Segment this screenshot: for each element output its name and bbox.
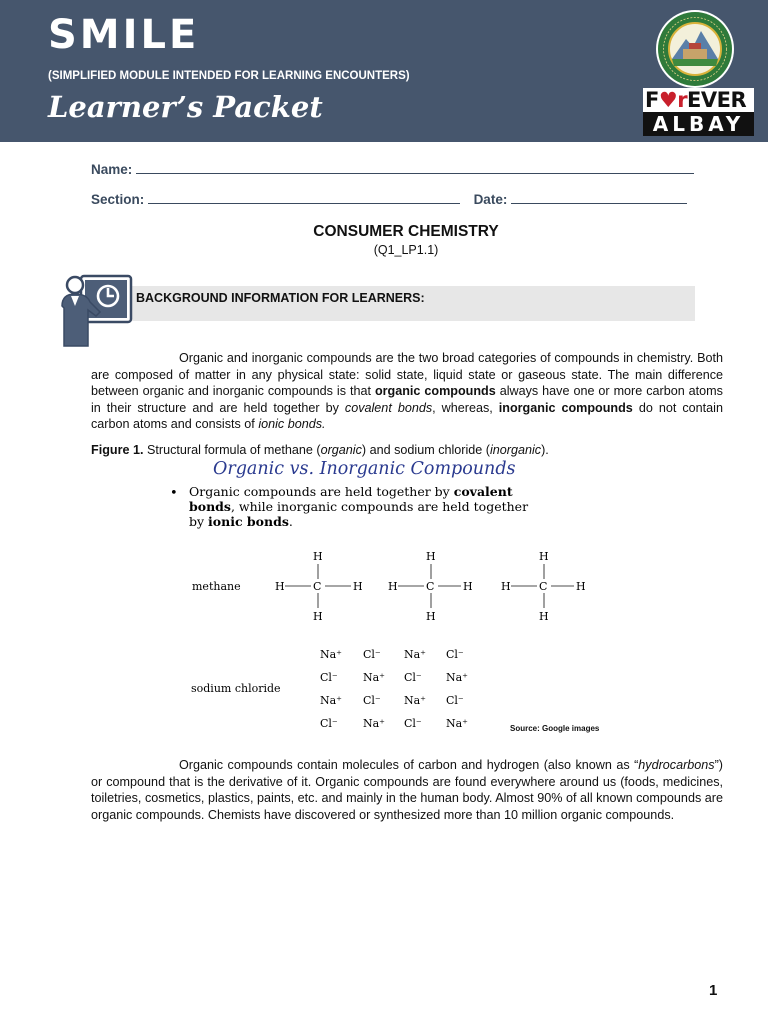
text-run-italic: ionic bonds. xyxy=(258,417,326,431)
atom-label: H xyxy=(313,550,323,563)
text-run: always have one or more carbon atoms in their structure and are held together by xyxy=(91,384,723,415)
text-run-italic: inorganic xyxy=(490,443,542,457)
paragraph-intro xyxy=(91,350,723,433)
logo-word: ALBAY xyxy=(643,112,754,136)
ion-label: Na⁺ xyxy=(363,671,385,684)
atom-label: H xyxy=(426,610,436,623)
date-label: Date: xyxy=(473,192,508,207)
ion-label: Na⁺ xyxy=(446,717,468,730)
figure-heading: Organic vs. Inorganic Compounds xyxy=(213,459,516,479)
text-run-bold: inorganic compounds xyxy=(498,400,633,415)
name-input-line[interactable] xyxy=(136,161,694,174)
logo-letter: r xyxy=(677,88,688,112)
sodium-chloride-label: sodium chloride xyxy=(191,682,281,695)
atom-label: C xyxy=(426,580,435,593)
atom-label: H xyxy=(313,610,323,623)
ion-label: Cl⁻ xyxy=(320,717,338,730)
ion-label: Cl⁻ xyxy=(320,671,338,684)
ion-label: Cl⁻ xyxy=(446,694,464,707)
document-title: CONSUMER CHEMISTRY xyxy=(313,223,499,240)
atom-label: H xyxy=(539,610,549,623)
deped-albay-seal-icon xyxy=(655,9,735,89)
atom-label: H xyxy=(388,580,398,593)
brand-title: SMILE xyxy=(48,12,200,58)
ion-label: Na⁺ xyxy=(404,694,426,707)
atom-label: H xyxy=(576,580,586,593)
methane-label: methane xyxy=(192,580,241,593)
forever-albay-logo xyxy=(643,88,754,136)
ion-label: Na⁺ xyxy=(446,671,468,684)
text-run: , whereas, xyxy=(432,400,499,415)
atom-label: H xyxy=(275,580,285,593)
text-run-italic: hydrocarbons xyxy=(638,758,715,772)
methane-structure xyxy=(275,550,363,623)
ion-label: Na⁺ xyxy=(320,694,342,707)
packet-title: Learner’s Packet xyxy=(48,90,323,124)
ion-label: Cl⁻ xyxy=(363,694,381,707)
section-date-row xyxy=(91,191,687,207)
ion-label: Cl⁻ xyxy=(363,648,381,661)
figure-sentence-line2: bonds, while inorganic compounds are held together xyxy=(189,499,529,514)
ion-label: Na⁺ xyxy=(363,717,385,730)
atom-label: H xyxy=(463,580,473,593)
text-run-italic: organic xyxy=(320,443,362,457)
nacl-lattice xyxy=(320,648,468,730)
methane-structure xyxy=(501,550,586,623)
text-run-bold: organic compounds xyxy=(374,384,496,398)
ion-label: Cl⁻ xyxy=(404,717,422,730)
text-run: Organic compounds contain molecules of carbon and hydrogen (also known as “ xyxy=(179,758,639,772)
figure-image xyxy=(165,452,625,742)
page-number: 1 xyxy=(709,982,718,999)
logo-word: EVER xyxy=(687,88,747,112)
ion-label: Na⁺ xyxy=(320,648,342,661)
heart-icon: ♥ xyxy=(658,88,678,112)
header-banner xyxy=(0,0,768,142)
atom-label: H xyxy=(501,580,511,593)
section-title: BACKGROUND INFORMATION FOR LEARNERS: xyxy=(136,291,425,305)
ion-label: Cl⁻ xyxy=(404,671,422,684)
teacher-presentation-icon xyxy=(58,272,134,348)
date-input-line[interactable] xyxy=(511,191,687,204)
text-run: ”) or compound that is the derivative of it. Organic compounds are found everywhere around us (foods, medicines, toiletries, cosmetics, plastics, paints, etc. and mainly in the human body. Almost 90% of all known compounds are organic compounds. Chemists have discovered or synthesized more than 10 million organic compounds. xyxy=(91,758,723,822)
figure-sentence-line1: Organic compounds are held together by covalent xyxy=(189,484,513,499)
methane-structure xyxy=(388,550,473,623)
name-label: Name: xyxy=(91,162,133,177)
brand-subtitle: (SIMPLIFIED MODULE INTENDED FOR LEARNING ENCOUNTERS) xyxy=(48,70,410,82)
atom-label: H xyxy=(539,550,549,563)
text-run: Structural formula of methane ( xyxy=(143,443,321,457)
figure-label: Figure 1. xyxy=(91,443,144,457)
paragraph-organic xyxy=(91,757,723,823)
document-code: (Q1_LP1.1) xyxy=(373,243,439,257)
logo-letter: F xyxy=(645,88,659,112)
text-run: ). xyxy=(541,443,549,457)
text-run: Organic and inorganic compounds are the two broad categories of compounds in chemistry. Both are composed of matter in any physical state: solid state, liquid state or gaseous state. The main difference between organic and inorganic compounds is that xyxy=(91,351,723,398)
atom-label: C xyxy=(539,580,548,593)
atom-label: H xyxy=(426,550,436,563)
bullet-icon: • xyxy=(170,486,178,501)
ion-label: Na⁺ xyxy=(404,648,426,661)
name-field-row xyxy=(91,161,694,177)
text-run-italic: covalent bonds xyxy=(344,400,433,415)
section-input-line[interactable] xyxy=(148,191,460,204)
figure-sentence-line3: by ionic bonds. xyxy=(189,514,293,529)
ion-label: Cl⁻ xyxy=(446,648,464,661)
section-label: Section: xyxy=(91,192,145,207)
text-run: ) and sodium chloride ( xyxy=(361,443,490,457)
atom-label: H xyxy=(353,580,363,593)
text-run: do not contain carbon atoms and consists of xyxy=(91,400,723,431)
atom-label: C xyxy=(313,580,322,593)
figure-source: Source: Google images xyxy=(510,724,600,733)
